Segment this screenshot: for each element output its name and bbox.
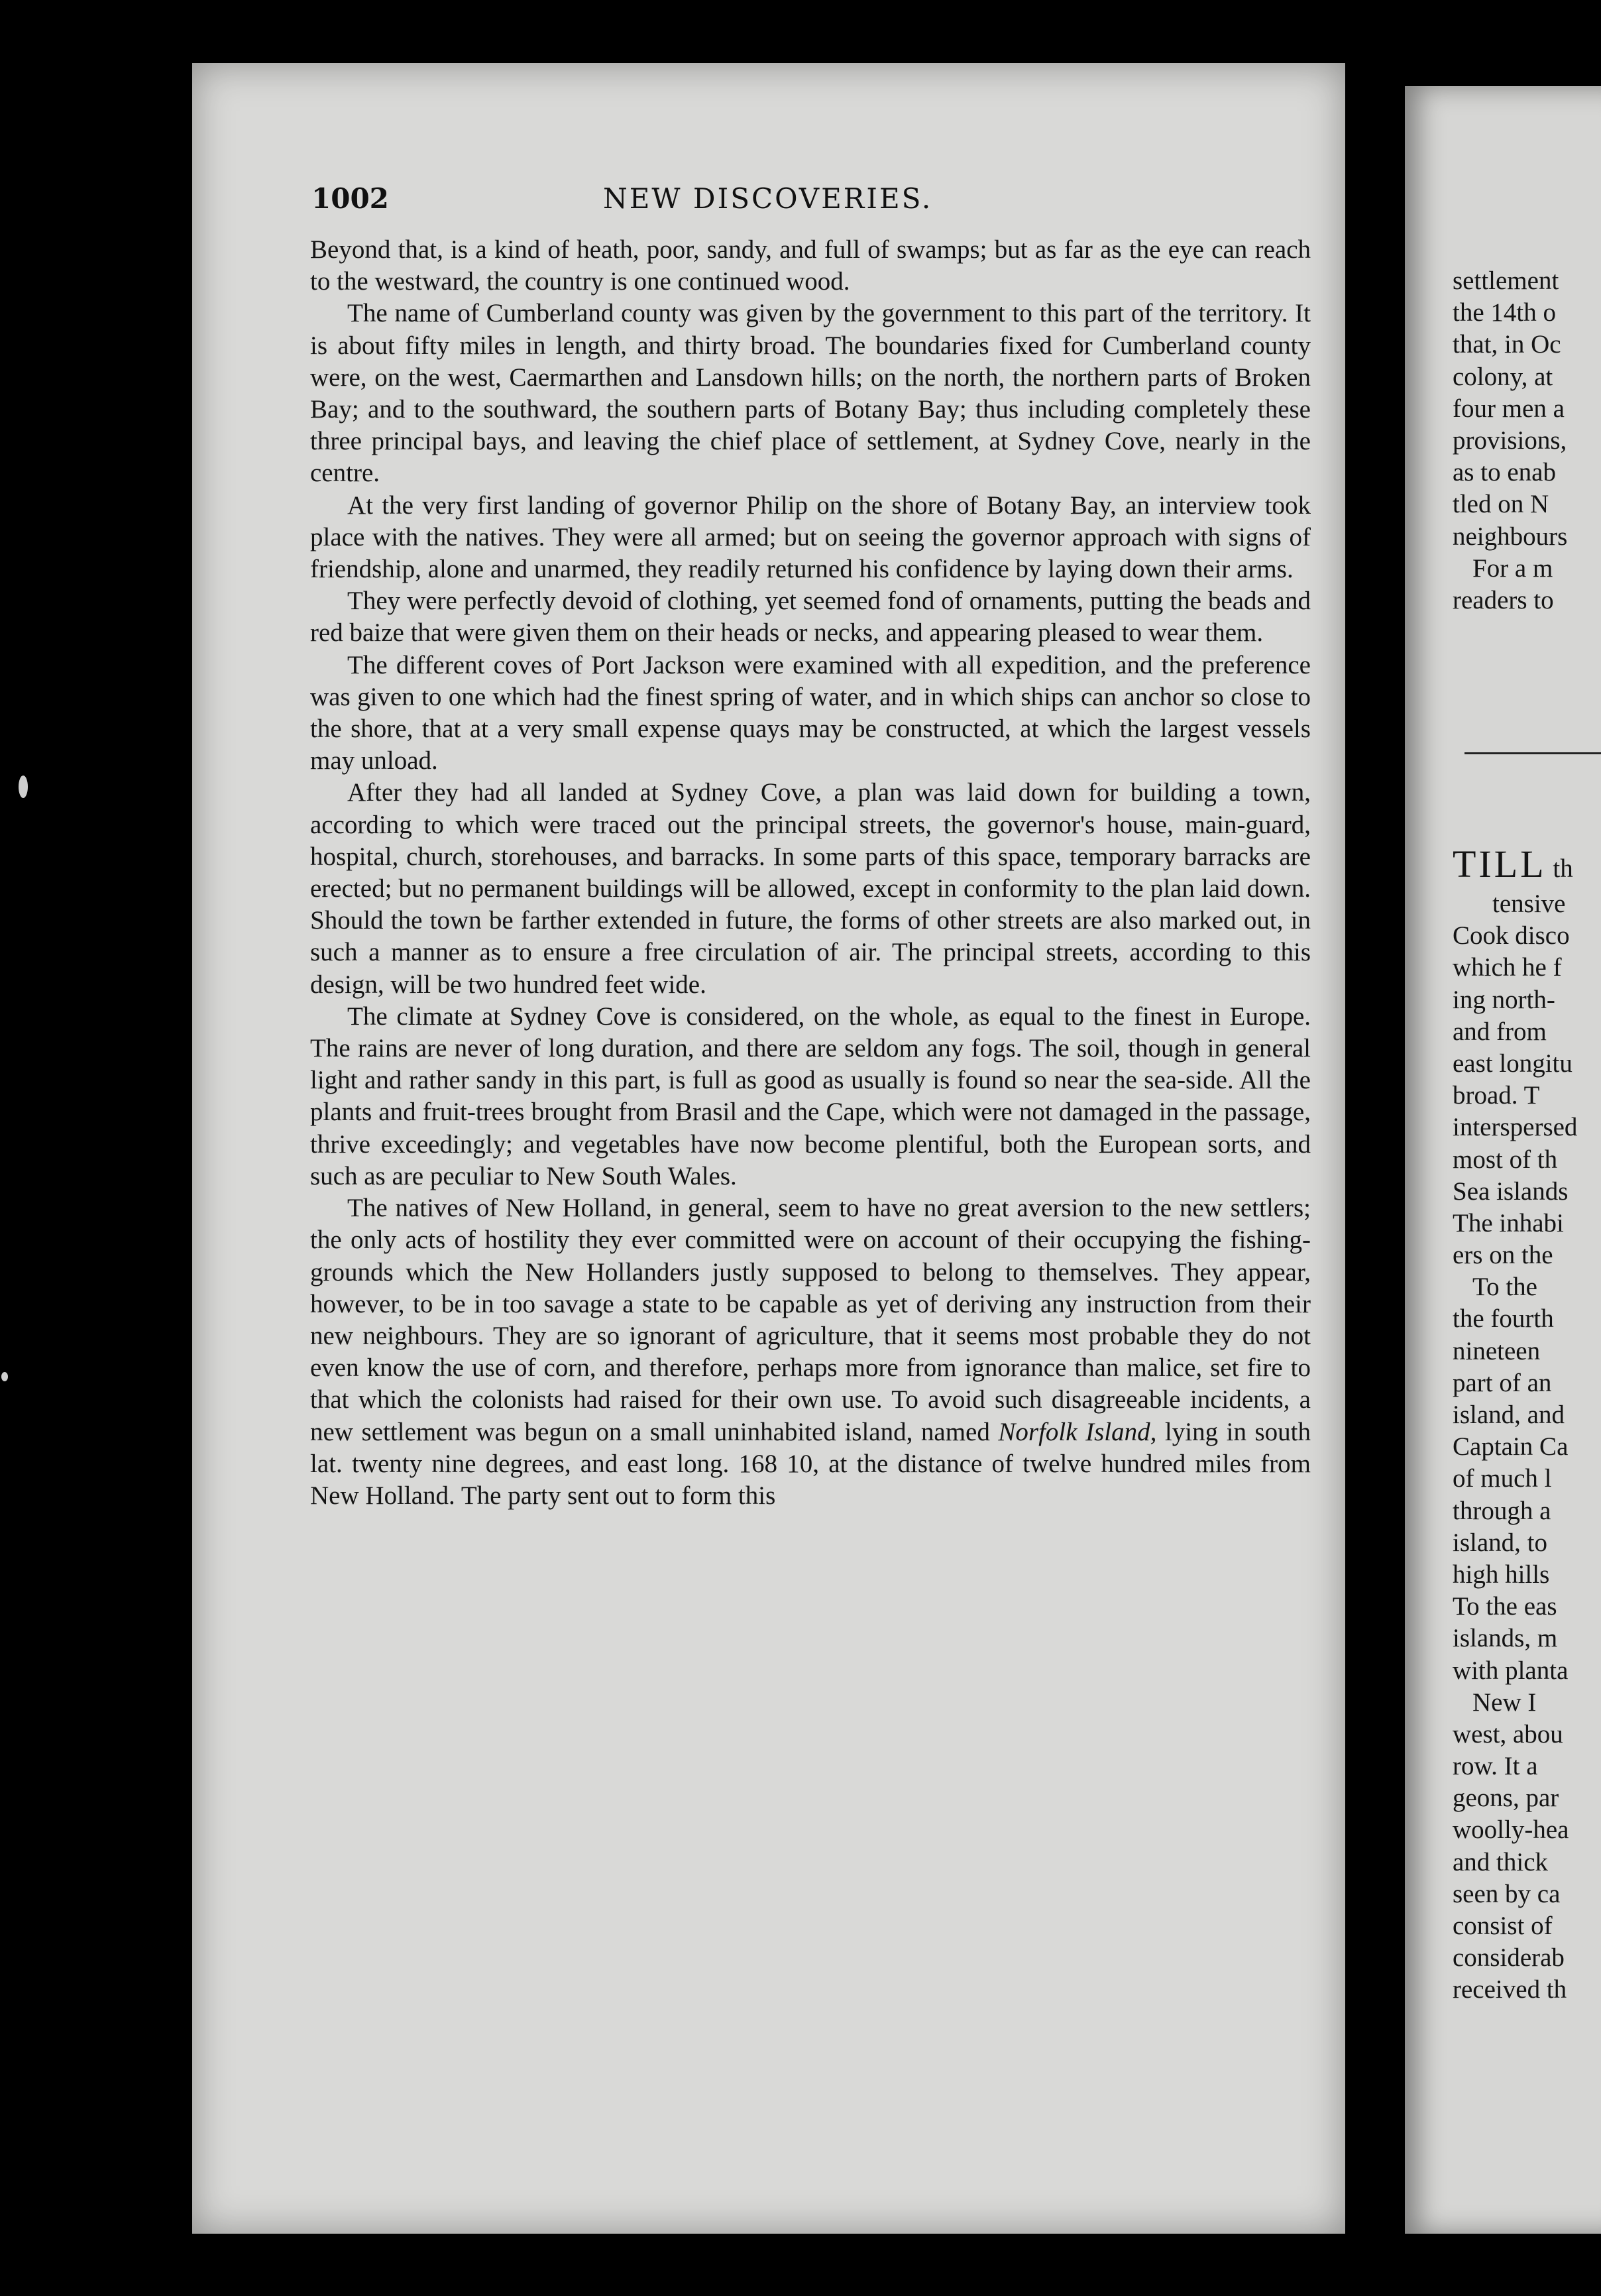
text-fragment: seen by ca [1453, 1879, 1561, 1908]
text-fragment: woolly-hea [1453, 1815, 1569, 1845]
paragraph-last [310, 1192, 1311, 1512]
text-fragment: received th [1453, 1975, 1567, 2004]
text-fragment: provisions, [1453, 426, 1567, 455]
left-page [192, 63, 1345, 2234]
text-fragment: tled on N [1453, 490, 1549, 519]
text-fragment: interspersed [1453, 1113, 1578, 1142]
dropcap-word: TILL [1453, 842, 1547, 886]
margin-speck [19, 775, 28, 798]
facing-page-lower-text [1453, 842, 1601, 2006]
text-fragment: four men a [1453, 394, 1565, 423]
text-fragment: west, abou [1453, 1719, 1563, 1749]
text-fragment: To the eas [1453, 1592, 1557, 1621]
text-fragment: as to enab [1453, 458, 1556, 487]
text-fragment: of much l [1453, 1464, 1552, 1493]
text-fragment: tensive [1492, 890, 1566, 918]
text-fragment: Cook disco [1453, 921, 1570, 950]
text-fragment: Sea islands [1453, 1177, 1569, 1206]
text-fragment: The inhabi [1453, 1208, 1564, 1237]
text-fragment: considerab [1453, 1943, 1565, 1973]
text-fragment: row. It a [1453, 1752, 1538, 1781]
place-name-italic: Norfolk Island, [998, 1417, 1157, 1446]
text-fragment: For a m [1472, 553, 1553, 583]
text-fragment: colony, at [1453, 362, 1553, 391]
paragraph-tail: lying in south lat. twenty nine degrees, and east long. 168 10, at the distance of twelve hundred miles from New Holland. The party sent out to form this [310, 1417, 1311, 1510]
paragraph: The climate at Sydney Cove is considered, on the whole, as equal to the finest in Europe. The rains are never of long duration, and there are seldom any fogs. The soil, though in general light and rather sandy in this part, is full as good as usually is found so near the sea-side. All the plants and fruit-trees brought from Brasil and the Cape, which were not damaged in the passage, thrive exceedingly; and vegetables have now become plentiful, both the European sorts, and such as are peculiar to New South Wales. [310, 1002, 1311, 1190]
paragraph: After they had all landed at Sydney Cove, a plan was laid down for building a town, according to which were traced out the principal streets, the governor's house, main-guard, hospital, church, storehouses, and barracks. In some parts of this space, temporary barracks are erected; but no permanent buildings will be allowed, except in conformity to the plan laid down. Should the town be farther extended in future, the forms of other streets are also marked out, in such a manner as to ensure a free circulation of air. The principal streets, according to this design, will be two hundred feet wide. [310, 778, 1311, 999]
text-fragment: nineteen [1453, 1336, 1541, 1365]
paragraph: At the very first landing of governor Philip on the shore of Botany Bay, an interview took place with the natives. They were all armed; but on seeing the governor approach with signs of friendship, alone and unarmed, they readily returned his confidence by laying down their arms. [310, 490, 1311, 584]
text-fragment: the 14th o [1453, 298, 1556, 327]
paragraph: The different coves of Port Jackson were examined with all expedition, and the preference was given to one which had the finest spring of water, and in which ships can anchor so close to the shore, that at a very small expense quays may be constructed, at which the largest vessels may unload. [310, 650, 1311, 775]
text-fragment: readers to [1453, 585, 1554, 614]
text-fragment: broad. T [1453, 1081, 1540, 1110]
section-rule [1464, 752, 1601, 754]
text-fragment: neighbours [1453, 522, 1568, 551]
text-fragment: New I [1472, 1688, 1537, 1717]
text-fragment: through a [1453, 1496, 1551, 1525]
text-fragment: part of an [1453, 1368, 1552, 1397]
text-fragment: which he f [1453, 953, 1562, 982]
facing-page-top-text [1453, 265, 1601, 616]
text-fragment: the fourth [1453, 1304, 1554, 1334]
text-fragment: geons, par [1453, 1784, 1559, 1813]
text-fragment: and from [1453, 1017, 1547, 1046]
text-fragment: that, in Oc [1453, 330, 1561, 359]
facing-page-cropped [1405, 86, 1601, 2234]
paragraph: They were perfectly devoid of clothing, yet seemed fond of ornaments, putting the beads and red baize that were given them on their heads or necks, and appearing pleased to wear them. [310, 587, 1311, 648]
dropcap-line [1453, 842, 1601, 888]
text-fragment: high hills [1453, 1560, 1550, 1589]
text-fragment: island, and [1453, 1401, 1565, 1429]
paragraph: The name of Cumberland county was given by the government to this part of the territory. It is about fifty miles in length, and thirty broad. The boundaries fixed for Cumberland county were, on the west, Caermarthen and Lansdown hills; on the north, the northern parts of Broken Bay; and to the southward, the southern parts of Botany Bay; thus including completely these three principal bays, and leaving the chief place of settlement, at Sydney Cove, nearly in the centre. [310, 299, 1311, 488]
text-fragment: east longitu [1453, 1049, 1573, 1078]
text-fragment: Captain Ca [1453, 1432, 1569, 1462]
text-fragment: ers on the [1453, 1241, 1553, 1270]
text-fragment: islands, m [1453, 1624, 1558, 1653]
paragraph: Beyond that, is a kind of heath, poor, sandy, and full of swamps; but as far as the eye can reach to the westward, the country is one continued wood. [310, 235, 1311, 296]
paragraph-text: The natives of New Holland, in general, seem to have no great aversion to the new settlers; the only acts of hostility they ever committed were on account of their occupying the fishing-grounds which the New Hollanders justly supposed to belong to themselves. They appear, however, to be in too savage a state to be capable as yet of deriving any instruction from their new neighbours. They are so ignorant of agriculture, that it seems most probable they do not even know the use of corn, and therefore, perhaps more from ignorance than malice, set fire to that which the colonists had raised for their own use. To avoid such disagreeable incidents, a new settlement was begun on a small uninhabited island, named [310, 1194, 1311, 1446]
main-text-column [310, 234, 1311, 1512]
text-fragment: ing north- [1453, 985, 1555, 1014]
page-number: 1002 [311, 182, 389, 215]
text-fragment: with planta [1453, 1656, 1569, 1685]
page-header [311, 182, 1345, 229]
text-fragment: consist of [1453, 1912, 1553, 1940]
text-fragment: settlement [1453, 266, 1559, 295]
text-fragment: most of th [1453, 1145, 1558, 1174]
text-fragment: and thick [1453, 1847, 1549, 1876]
running-head: NEW DISCOVERIES. [603, 182, 933, 215]
margin-speck [1, 1372, 8, 1381]
text-fragment: th [1546, 854, 1573, 883]
text-fragment: To the [1472, 1273, 1537, 1302]
text-fragment: island, to [1453, 1528, 1547, 1557]
